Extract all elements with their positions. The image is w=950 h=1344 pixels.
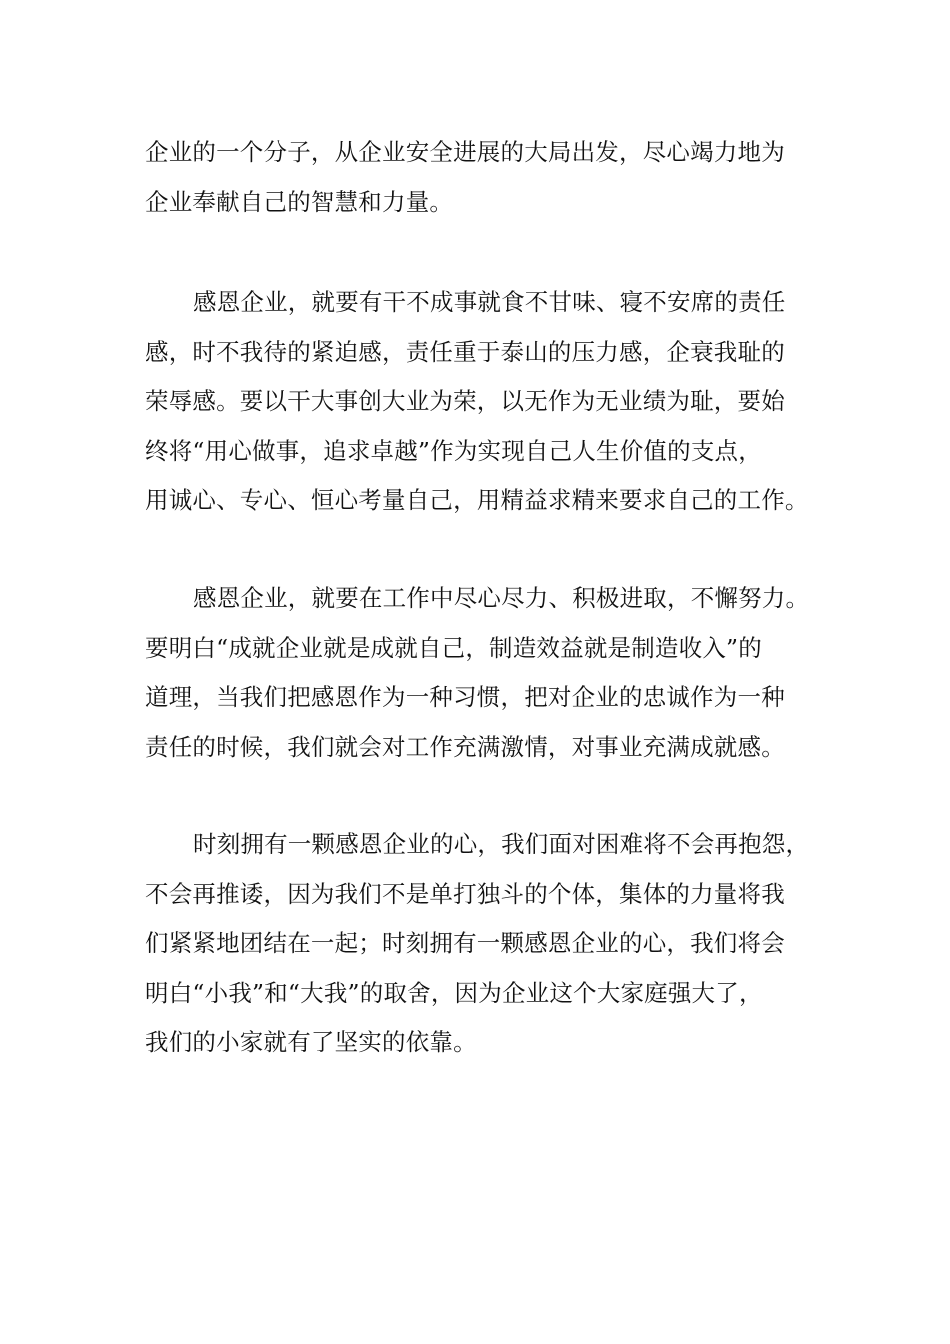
text-line: 时刻拥有一颗感恩企业的心，我们面对困难将不会再抱怨， <box>193 830 810 858</box>
text-line: 不会再推诿，因为我们不是单打独斗的个体，集体的力量将我 <box>145 879 785 908</box>
text-line: 终将“用心做事，追求卓越”作为实现自己人生价值的支点， <box>145 436 762 465</box>
paragraph-1 <box>145 128 810 227</box>
text-line: 明白“小我”和“大我”的取舍，因为企业这个大家庭强大了， <box>145 978 763 1007</box>
paragraph-4 <box>145 820 810 1068</box>
text-line: 们紧紧地团结在一起；时刻拥有一颗感恩企业的心，我们将会 <box>145 929 785 957</box>
paragraph-2 <box>145 278 810 526</box>
text-line: 企业奉献自己的智慧和力量。 <box>145 187 454 216</box>
text-line: 要明白“成就企业就是成就自己，制造效益就是制造收入”的 <box>145 633 762 662</box>
text-line: 我们的小家就有了坚实的依靠。 <box>145 1028 477 1056</box>
text-line: 责任的时候，我们就会对工作充满激情，对事业充满成就感。 <box>145 732 785 761</box>
text-line: 用诚心、专心、恒心考量自己，用精益求精来要求自己的工作。 <box>145 486 809 514</box>
text-line: 感恩企业，就要在工作中尽心尽力、积极进取，不懈努力。 <box>193 584 810 612</box>
text-line: 感，时不我待的紧迫感，责任重于泰山的压力感，企衰我耻的 <box>145 337 785 366</box>
paragraph-3 <box>145 574 810 772</box>
text-line: 道理，当我们把感恩作为一种习惯，把对企业的忠诚作为一种 <box>145 683 785 711</box>
text-line: 感恩企业，就要有干不成事就食不甘味、寝不安席的责任 <box>193 288 786 316</box>
text-line: 企业的一个分子，从企业安全进展的大局出发，尽心竭力地为 <box>145 138 785 166</box>
text-line: 荣辱感。要以干大事创大业为荣，以无作为无业绩为耻，要始 <box>145 387 785 415</box>
